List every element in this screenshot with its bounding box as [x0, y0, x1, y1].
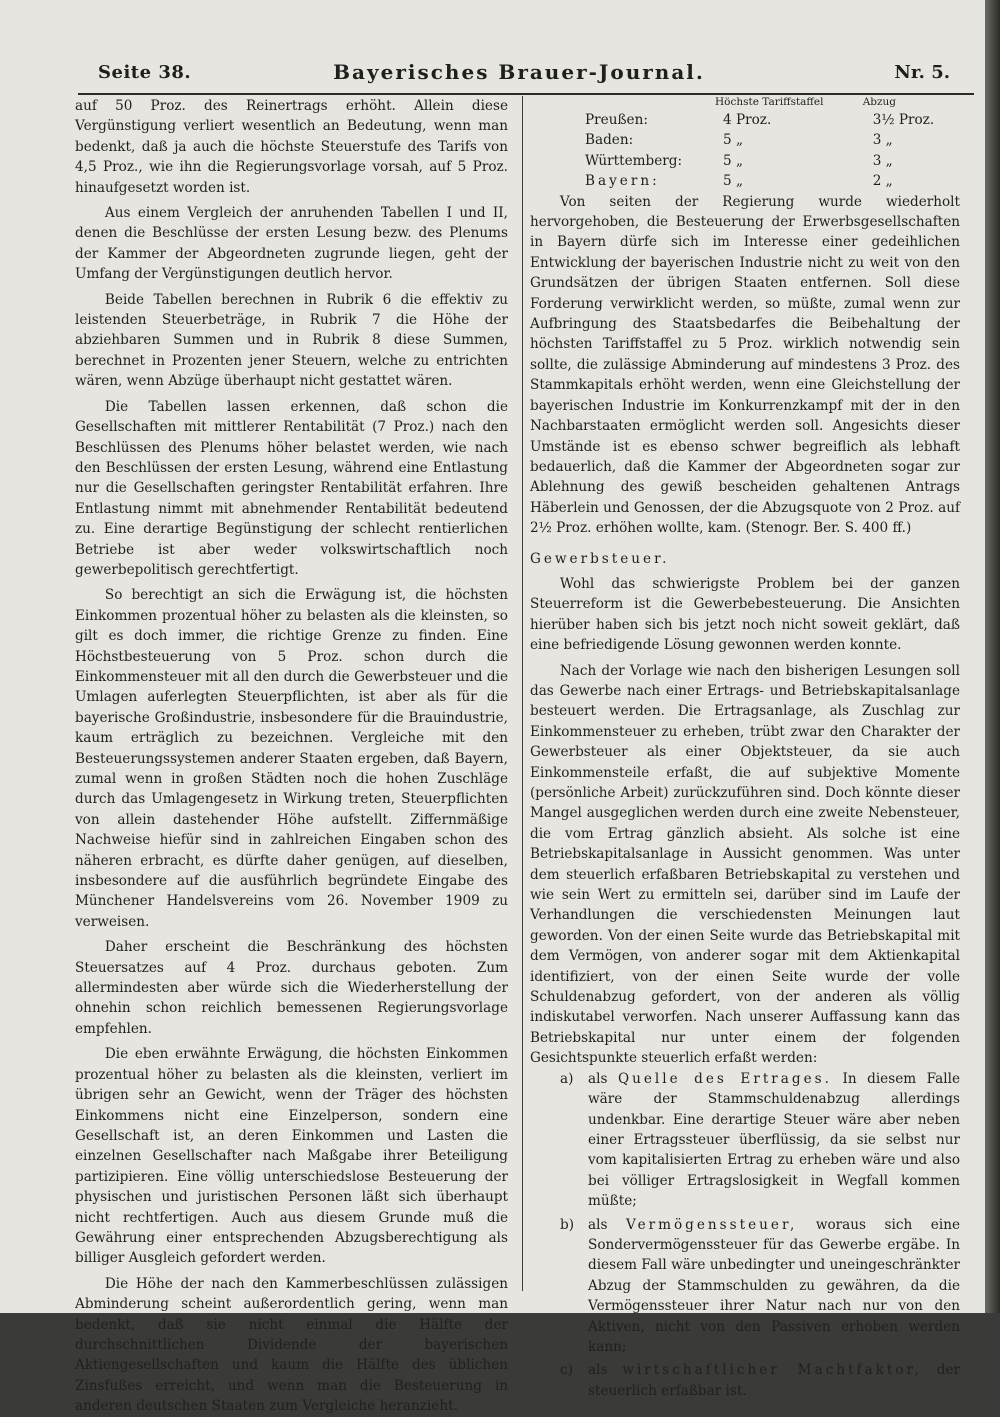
- state-cell: Baden:: [585, 132, 634, 149]
- list-item-lead: als: [588, 1216, 608, 1233]
- paragraph: Beide Tabellen berechnen in Rubrik 6 die effektiv zu leistenden Steuerbeträge, in Rubrik 7 die Höhe der abziehbaren Summen und in Rubrik 8 diese Summen, berechnet in Prozenten jener Steuern, welche zu entrichten wären, wenn Abzüge überhaupt nicht gestattet wären.: [75, 291, 508, 390]
- state-cell: Preußen:: [585, 112, 648, 128]
- journal-title: Bayerisches Brauer-Journal.: [333, 60, 705, 84]
- left-column: [75, 96, 508, 1417]
- criteria-list: [530, 1069, 960, 1402]
- state-cell: Bayern:: [585, 173, 660, 190]
- state-cell: Württemberg:: [585, 152, 683, 169]
- rate-cell: 4 Proz.: [723, 112, 772, 128]
- paragraph: auf 50 Proz. des Reinertrags erhöht. Allein diese Vergünstigung verliert wesentlich an Bedeutung, wenn man bedenkt, daß ja auch die höchste Steuerstufe des Tarifs von 4,5 Proz., wie ihn die Regierungsvorlage vorsah, auf 5 Proz. hinaufgesetzt worden ist.: [75, 98, 508, 196]
- paragraph: So berechtigt an sich die Erwägung ist, die höchsten Einkommen prozentual höher zu belasten als die kleinsten, so gilt es doch immer, die richtige Grenze zu finden. Eine Höchstbesteuerung von 5 Proz. schon durch die Einkommensteuer mit all den durch die Gewerbsteuer und die Umlagen auferlegten Steuerpflichten, ist aber als für die bayerische Großindustrie, insbesondere für die Brauindustrie, kaum erträglich zu bezeichnen. Vergleiche mit den Besteuerungssystemen anderer Staaten ergeben, daß Bayern, zumal wenn in großen Städten noch die hohen Zuschläge durch das Umlagengesetz in Wirkung treten, Steuerpflichten von allein dastehender Höhe aufstellt. Ziffernmäßige Nachweise hiefür sind in zahlreichen Eingaben schon des näheren erbracht, es dürfte daher genügen, auf dieselben, insbesondere auf die ausführlich begründete Eingabe des Münchener Handelsvereins vom 26. November 1909 zu verweisen.: [75, 587, 508, 930]
- page-header: [78, 58, 960, 92]
- list-marker: b): [560, 1216, 575, 1233]
- page-number: Seite 38.: [98, 62, 192, 83]
- list-item: [530, 1069, 960, 1212]
- header-deduction: Abzug: [862, 96, 897, 108]
- list-item-text: In diesem Falle wäre der Stammschuldenabzug allerdings undenkbar. Eine derartige Steuer wäre aber neben einer Ertragssteuer überflüssig, da sie selbst nur vom kapitalisierten Ertrag zu erheben wäre und also bei völliger Ertragslosigkeit in Wegfall kommen müßte;: [588, 1070, 961, 1210]
- list-marker: c): [560, 1362, 573, 1379]
- table-row: [530, 130, 960, 150]
- rate-cell: 5 „: [723, 173, 744, 190]
- list-marker: a): [560, 1070, 574, 1087]
- list-item-term: Quelle des Ertrages.: [617, 1070, 832, 1087]
- list-item-term: Vermögenssteuer,: [626, 1216, 798, 1233]
- list-item-term: wirtschaftlicher Machtfaktor,: [622, 1362, 922, 1379]
- column-divider: [522, 96, 523, 1291]
- deduction-cell: 3 „: [872, 132, 893, 149]
- list-item-lead: als: [588, 1070, 608, 1087]
- section-heading: Gewerbsteuer.: [530, 550, 670, 567]
- list-item-lead: als: [588, 1362, 608, 1379]
- deduction-cell: 3 „: [872, 152, 893, 169]
- right-column: [530, 96, 960, 1401]
- paragraph: Aus einem Vergleich der anruhenden Tabellen I und II, denen die Beschlüsse der ersten Lesung bezw. des Plenums der Kammer der Abgeordneten zugrunde liegen, geht der Umfang der Vergünstigungen deutlich hervor.: [75, 205, 508, 283]
- page-edge: [985, 0, 1000, 1313]
- deduction-cell: 3½ Proz.: [872, 112, 935, 128]
- list-item: [530, 1360, 960, 1401]
- paragraph: Nach der Vorlage wie nach den bisherigen Lesungen soll das Gewerbe nach einer Ertrags- und Betriebskapitalsanlage besteuert werden. Die Ertragsanlage, als Zuschlag zur Einkommensteuer zu erheben, trübt zwar den Charakter der Gewerbsteuer als einer Objektsteuer, da sie auch Einkommensteile erfaßt, die auf subjektive Momente (persönliche Arbeit) zurückzuführen sind. Doch könnte dieser Mangel ausgeglichen werden durch eine zweite Nebensteuer, die vom Ertrag gänzlich absieht. Als solche ist eine Betriebskapitalsanlage in Aussicht genommen. Was unter dem steuerlich erfaßbaren Betriebskapital zu verstehen und wie sein Wert zu ermitteln sei, darüber sind im Laufe der Verhandlungen die verschiedensten Meinungen laut geworden. Von der einen Seite wurde das Betriebskapital mit dem Vermögen, von anderer sogar mit dem Aktienkapital identifiziert, von der einen Seite wurde der volle Schuldenabzug gefordert, von der anderen als völlig indiskutabel verworfen. Nach unserer Auffassung kann das Betriebskapital nur unter einem der folgenden Gesichtspunkte steuerlich erfaßt werden:: [530, 662, 960, 1067]
- paragraph: Daher erscheint die Beschränkung des höchsten Steuersatzes auf 4 Proz. durchaus geboten. Zum allermindesten aber würde sich die Wiederherstellung der ohnehin schon reichlich bemessenen Regierungsvorlage empfehlen.: [75, 939, 508, 1037]
- issue-number: Nr. 5.: [894, 62, 950, 83]
- paragraph: Wohl das schwierigste Problem bei der ganzen Steuerreform ist die Gewerbebesteuerung. Die Ansichten hierüber haben sich bis jetzt noch nicht soweit geklärt, daß eine befriedigende Lösung gewonnen werden konnte.: [530, 575, 960, 654]
- paragraph: Die Tabellen lassen erkennen, daß schon die Gesellschaften mit mittlerer Rentabilität (7 Proz.) nach den Beschlüssen des Plenums höher belastet werden, wie nach den Beschlüssen der ersten Lesung, während eine Entlastung nur die Gesellschaften geringster Rentabilität erfahren. Ihre Entlastung nimmt mit abnehmender Rentabilität bedeutend zu. Eine derartige Begünstigung der schlecht rentierlichen Betriebe ist aber weder volkswirtschaftlich noch gewerbepolitisch gerechtfertigt.: [75, 398, 508, 578]
- tariff-table-header: [530, 96, 960, 110]
- list-item: [530, 1215, 960, 1358]
- header-rate: Höchste Tariffstaffel: [715, 96, 824, 108]
- rate-cell: 5 „: [723, 132, 744, 149]
- deduction-cell: 2 „: [872, 173, 893, 190]
- rate-cell: 5 „: [723, 152, 744, 169]
- table-row: [530, 151, 960, 171]
- tariff-table: [530, 96, 960, 192]
- paragraph: Die eben erwähnte Erwägung, die höchsten Einkommen prozentual höher zu belasten als die kleinsten, verliert im übrigen sehr an Gewicht, wenn der Träger des höchsten Einkommens nicht eine Einzelperson, sondern eine Gesellschaft ist, an deren Einkommen und Lasten die einzelnen Gesellschafter nach Maßgabe ihrer Beteiligung partizipieren. Eine völlig unterschiedslose Besteuerung der physischen und juristischen Personen läßt sich überhaupt nicht rechtfertigen. Auch aus diesem Grunde muß die Gewährung einer entsprechenden Abzugsberechtigung als billiger Ausgleich gefordert werden.: [75, 1046, 508, 1267]
- list-item-text: der steuerlich erfaßbar ist.: [588, 1362, 960, 1399]
- paragraph: Von seiten der Regierung wurde wiederholt hervorgehoben, die Besteuerung der Erwerbsgesellschaften in Bayern dürfe sich im Interesse einer gedeihlichen Entwicklung der bayerischen Industrie nicht zu weit von den Grundsätzen der übrigen Staaten entfernen. Soll diese Forderung verwirklicht werden, so müßte, zumal wenn zur Aufbringung des Staatsbedarfes die Beibehaltung der höchsten Tariffstaffel zu 5 Proz. wirklich notwendig sein sollte, die zulässige Abminderung auf mindestens 3 Proz. des Stammkapitals erhöht werden, wenn eine Gleichstellung der bayerischen Industrie im Konkurrenzkampf mit der in den Nachbarstaaten ermöglicht werden soll. Angesichts dieser Umstände ist es ebenso schwer begreiflich als lebhaft bedauerlich, daß die Kammer der Abgeordneten sogar zur Ablehnung des gewiß bescheiden gehaltenen Antrags Häberlein und Genossen, der die Abzugsquote von 2 Proz. auf 2½ Proz. erhöhen wollte, kam. (Stenogr. Ber. S. 400 ff.): [530, 193, 960, 537]
- list-item-text: woraus sich eine Sondervermögenssteuer für das Gewerbe ergäbe. In diesem Fall wäre unbedingter und uneingeschränkter Abzug der Stammschulden zu gewähren, da die Vermögenssteuer ihrer Natur nach nur von den Aktiven, nicht von den Passiven erhoben werden kann;: [588, 1216, 960, 1355]
- paragraph: Die Höhe der nach den Kammerbeschlüssen zulässigen Abminderung scheint außerordentlich gering, wenn man bedenkt, daß sie nicht einmal die Hälfte der durchschnittlichen Dividende der bayerischen Aktiengesellschaften und kaum die Hälfte des üblichen Zinsfußes erreicht, und wenn man die Besteuerung in anderen deutschen Staaten zum Vergleiche heranzieht.: [75, 1275, 508, 1415]
- header-rule: [78, 93, 974, 95]
- table-row: [530, 171, 960, 191]
- table-row: [530, 110, 960, 130]
